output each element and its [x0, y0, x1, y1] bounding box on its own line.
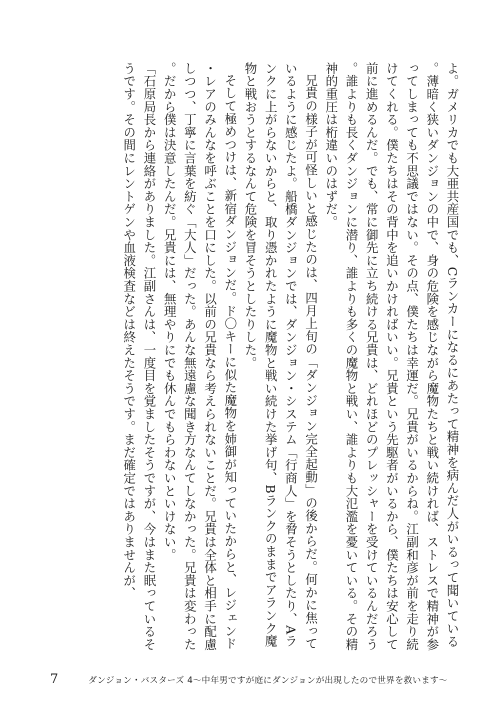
- paragraph-1: よ。ガメリカでも大亜共産国でも、Cランカーになるにあたって精神を病んだ人がいるって聞いている。薄暗く狭いダンジョンの中で、身の危険を感じながら魔物たちと戦い続ければ、ストレスで精神が参ってしまっても不思議ではない。その点、僕たちは幸運だ。兄貴がいるからね。江副和彦が前を走り続けてくれる。僕たちはその背中を追いかければいい。兄貴という先駆者がいるから、僕たちは安心して前に進めるんだ。でも、常に御先に立ち続ける兄貴は、どれほどのプレッシャーを受けているんだろう。誰よりも長くダンジョンに潜り、誰よりも多くの魔物と戦い、誰よりも大氾濫を憂いている。その精神的重圧は桁違いのはずだ。: [323, 62, 460, 651]
- running-title: ダンジョン・バスターズ 4〜中年男ですが庭にダンジョンが出現したので世界を救います〜: [88, 676, 448, 686]
- paragraph-3: そして極めつけは、新宿ダンジョンだ。ド〇キーに似た魔物を姉御が知っていたからと、レジェンド・レアのみんなを呼ぶことを口にした。以前の兄貴なら考えられないことだ。兄貴は全体と相手に配慮しつつ、丁寧に言葉を紡ぐ「大人」だった。あんな無遠慮な聞き方なんてしなかった。兄貴は変わった。だから僕は決意したんだ。兄貴には、無理やりにでも休んでもらわないといけない。: [162, 62, 238, 651]
- vertical-body-text: [34, 62, 462, 652]
- page-number: 7: [50, 672, 59, 687]
- page-footer: [50, 672, 448, 690]
- paragraph-2: 兄貴の様子が可怪しいと感じたのは、四月上旬の「ダンジョン完全起動」の後からだ。何かに焦っているように感じたよ。船橋ダンジョンでは、ダンジョン・システム「行商人」を脅そうとしたり、Aランクに上がらないからと、取り憑かれたように魔物と戦い続けた挙げ句、Bランクのままでアランク魔物と戦おうとするなんて危険を冒そうとしたりした。: [242, 62, 319, 651]
- paragraph-4: 「石原局長から連絡がありました。江副さんは、一度目を覚ましたそうですが、今はまた眠っているそうです。その間にレントゲンや血液検査などは終えたそうです。まだ確定ではありませんが、: [121, 62, 157, 651]
